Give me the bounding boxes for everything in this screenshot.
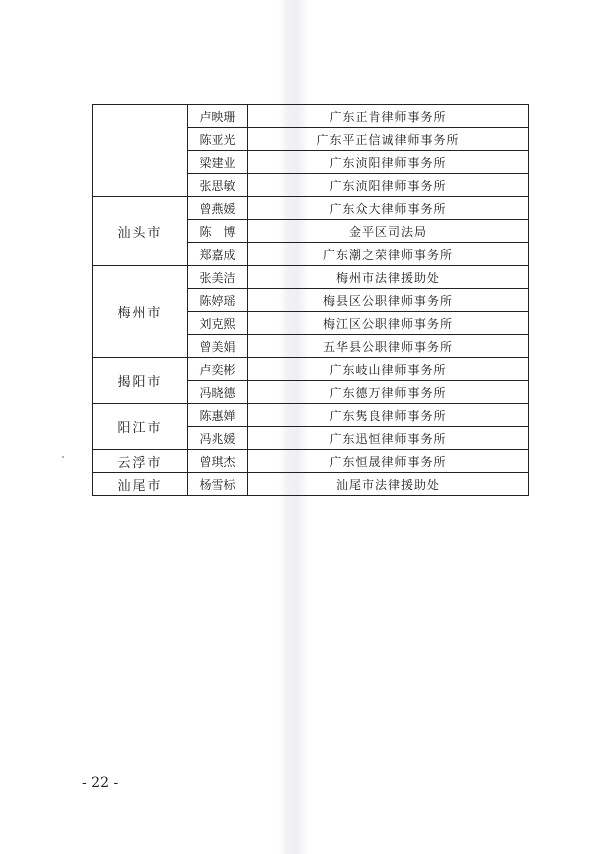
- organization-cell: 五华县公职律师事务所: [248, 335, 529, 358]
- roster-body: [93, 105, 529, 496]
- organization-cell: 广东恒晟律师事务所: [248, 450, 529, 473]
- organization-cell: 广东潮之荣律师事务所: [248, 243, 529, 266]
- lawyer-name-cell: 冯兆媛: [188, 427, 248, 450]
- city-cell: 汕头市: [93, 197, 188, 266]
- organization-cell: 广东德万律师事务所: [248, 381, 529, 404]
- lawyer-name-cell: 曾琪杰: [188, 450, 248, 473]
- lawyer-name-cell: 刘克熙: [188, 312, 248, 335]
- organization-cell: 梅县区公职律师事务所: [248, 289, 529, 312]
- organization-cell: 广东浈阳律师事务所: [248, 174, 529, 197]
- city-cell: 云浮市: [93, 450, 188, 473]
- lawyer-name-cell: 曾美娟: [188, 335, 248, 358]
- lawyer-name-cell: 张思敏: [188, 174, 248, 197]
- lawyer-name-cell: 曾燕媛: [188, 197, 248, 220]
- organization-cell: 广东平正信诚律师事务所: [248, 128, 529, 151]
- city-cell: 汕尾市: [93, 473, 188, 496]
- lawyer-name-cell: 陈亚光: [188, 128, 248, 151]
- organization-cell: 广东浈阳律师事务所: [248, 151, 529, 174]
- organization-cell: 梅州市法律援助处: [248, 266, 529, 289]
- organization-cell: 广东隽良律师事务所: [248, 404, 529, 427]
- lawyer-name-cell: 陈婷瑶: [188, 289, 248, 312]
- page-number: - 22 -: [82, 775, 119, 791]
- scan-speck: [62, 456, 64, 458]
- organization-cell: 汕尾市法律援助处: [248, 473, 529, 496]
- city-cell: 阳江市: [93, 404, 188, 450]
- city-cell: [93, 105, 188, 197]
- lawyer-name-cell: 卢奕彬: [188, 358, 248, 381]
- lawyer-name-cell: 陈惠婵: [188, 404, 248, 427]
- organization-cell: 广东迅恒律师事务所: [248, 427, 529, 450]
- organization-cell: 金平区司法局: [248, 220, 529, 243]
- city-cell: 揭阳市: [93, 358, 188, 404]
- organization-cell: 广东众大律师事务所: [248, 197, 529, 220]
- city-cell: 梅州市: [93, 266, 188, 358]
- table-row: [93, 404, 529, 427]
- table-row: [93, 266, 529, 289]
- table-row: [93, 105, 529, 128]
- lawyer-name-cell: 杨雪标: [188, 473, 248, 496]
- lawyer-name-cell: 郑嘉成: [188, 243, 248, 266]
- organization-cell: 广东岐山律师事务所: [248, 358, 529, 381]
- lawyer-name-cell: 张美洁: [188, 266, 248, 289]
- lawyer-name-cell: 陈 博: [188, 220, 248, 243]
- table-row: [93, 473, 529, 496]
- lawyer-name-cell: 冯晓德: [188, 381, 248, 404]
- lawyer-name-cell: 梁建业: [188, 151, 248, 174]
- organization-cell: 梅江区公职律师事务所: [248, 312, 529, 335]
- lawyer-roster-table: [92, 104, 529, 496]
- table-row: [93, 358, 529, 381]
- lawyer-name-cell: 卢映珊: [188, 105, 248, 128]
- table-row: [93, 450, 529, 473]
- organization-cell: 广东正肯律师事务所: [248, 105, 529, 128]
- table-row: [93, 197, 529, 220]
